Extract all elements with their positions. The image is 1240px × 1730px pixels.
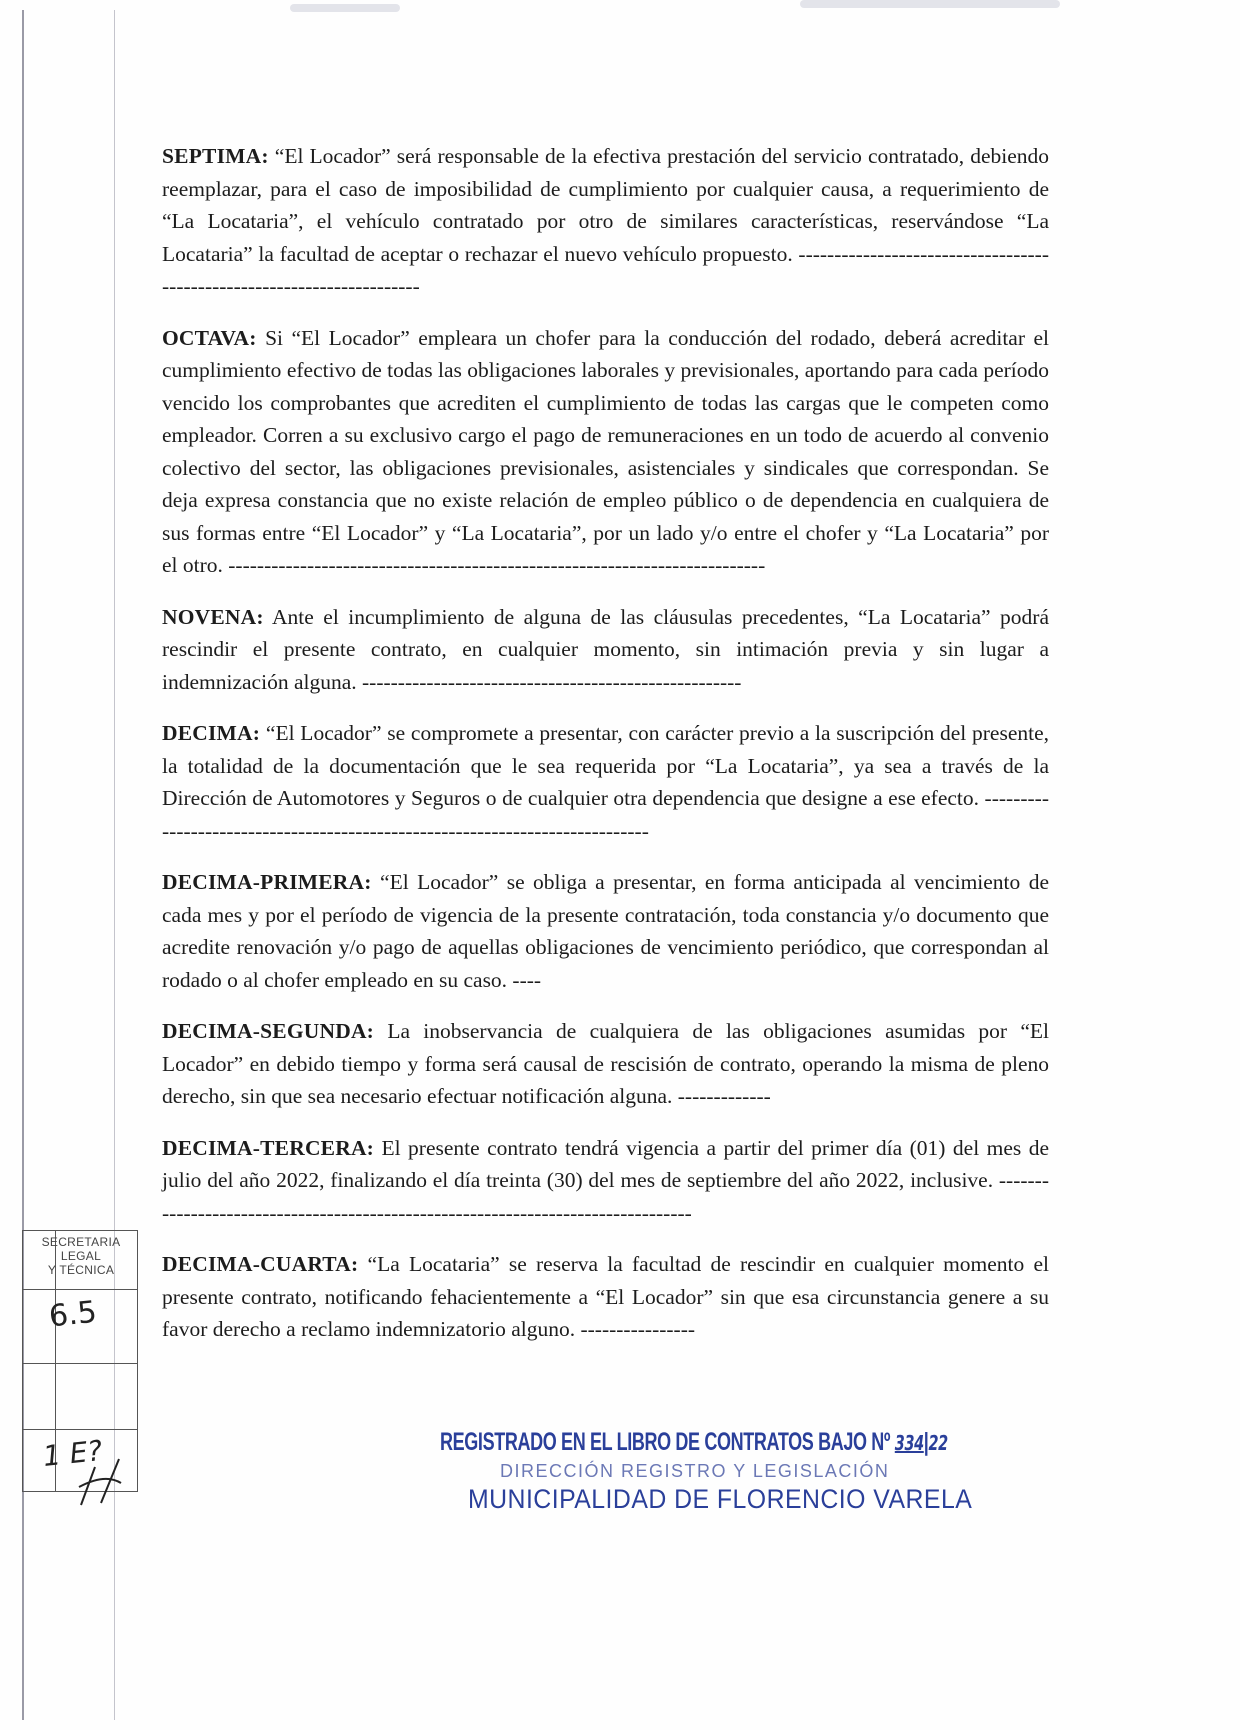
stamp-row-divider xyxy=(23,1429,137,1430)
clause-text: “El Locador” se compromete a presentar, con carácter previo a la suscripción del presente, la totalidad de la documentación que le sea requerida por “La Locataria”, ya sea a través de la Dirección de Automotores y Seguros o de cualquier otra dependencia que designe a ese efecto. ----------------------------------------------------------------------------- xyxy=(162,721,1050,843)
clause-octava xyxy=(162,322,1049,582)
folio-number: 6.5 xyxy=(47,1294,99,1335)
registration-number: 334 xyxy=(894,1431,924,1455)
clause-text: Ante el incumplimiento de alguna de las cláusulas precedentes, “La Locataria” podrá rescindir el presente contrato, en cualquier momento, sin intimación previa y sin lugar a indemnización alguna. ----------------------------------------------------- xyxy=(162,604,1049,694)
stamp-row-divider xyxy=(23,1363,137,1364)
registration-separator: | xyxy=(923,1428,929,1456)
registration-municipality: MUNICIPALIDAD DE FLORENCIO VARELA xyxy=(468,1484,973,1514)
margin-stamp-table xyxy=(22,1230,138,1492)
clause-title: DECIMA-SEGUNDA: xyxy=(162,1019,375,1043)
document-body xyxy=(162,140,1049,1346)
signature-scribble xyxy=(75,1453,135,1513)
clause-title: DECIMA-CUARTA: xyxy=(162,1252,359,1276)
clause-text: Si “El Locador” empleara un chofer para la conducción del rodado, deberá acreditar el cumplimiento efectivo de todas las obligaciones laborales y previsionales, aportando para cada período vencido los comprobantes que acrediten el cumplimiento de todas las cargas que le competen como empleador. Corren a su exclusivo cargo el pago de remuneraciones en un todo de acuerdo al convenio colectivo del sector, las obligaciones previsionales, asistenciales y sindicales que correspondan. Se deja expresa constancia que no existe relación de empleo público o de dependencia en cualquiera de sus formas entre “El Locador” y “La Locataria”, por un lado y/o entre el chofer y “La Locataria” por el otro. --------------------------------------------------------------------------- xyxy=(162,325,1049,577)
scan-artifact xyxy=(800,0,1060,8)
clause-text: La inobservancia de cualquiera de las obligaciones asumidas por “El Locador” en debido tiempo y forma será causal de rescisión de contrato, operando la misma de pleno derecho, sin que sea necesario efectuar notificación alguna. ------------- xyxy=(162,1019,1049,1108)
registration-stamp xyxy=(440,1428,973,1515)
clause-title: DECIMA-TERCERA: xyxy=(162,1135,375,1160)
clause-title: DECIMA: xyxy=(162,721,261,745)
clause-text: El presente contrato tendrá vigencia a partir del primer día (01) del mes de julio del año 2022, finalizando el día treinta (30) del mes de septiembre del año 2022, inclusive. --------------------------------------------------------------------------------- xyxy=(162,1135,1049,1225)
clause-septima xyxy=(162,140,1049,303)
clause-decima-tercera xyxy=(162,1132,1049,1230)
clause-text: “El Locador” se obliga a presentar, en forma anticipada al vencimiento de cada mes y por el período de vigencia de la presente contratación, toda constancia y/o documento que acredite renovación y/o pago de aquellas obligaciones de vencimiento periódico, que correspondan al rodado o al chofer empleado en su caso. ---- xyxy=(162,870,1049,992)
registration-year: 22 xyxy=(928,1431,948,1455)
clause-decima xyxy=(162,717,1049,847)
clause-decima-segunda xyxy=(162,1015,1049,1113)
registration-stamp-line xyxy=(440,1428,948,1457)
secretaria-legal-stamp xyxy=(27,1235,135,1277)
clause-novena xyxy=(162,601,1049,699)
clause-decima-primera xyxy=(162,866,1049,996)
clause-text: “El Locador” será responsable de la efectiva prestación del servicio contratado, debiendo reemplazar, para el caso de imposibilidad de cumplimiento por cualquier causa, a requerimiento de “La Locataria”, el vehículo contratado por otro de similares características, reservándose “La Locataria” la facultad de aceptar o rechazar el nuevo vehículo propuesto. ----------------------------------------------------------------------- xyxy=(162,144,1050,298)
registration-office: DIRECCIÓN REGISTRO Y LEGISLACIÓN xyxy=(500,1461,890,1481)
handwritten-initials: 1 E? xyxy=(41,1433,104,1474)
clause-title: NOVENA: xyxy=(162,604,264,629)
registration-label: REGISTRADO EN EL LIBRO DE CONTRATOS BAJO Nº xyxy=(440,1428,891,1456)
clause-title: DECIMA-PRIMERA: xyxy=(162,870,372,894)
stamp-label-line: LEGAL xyxy=(60,1249,102,1263)
scan-artifact xyxy=(290,4,400,12)
stamp-row-divider xyxy=(23,1289,137,1290)
clause-decima-cuarta xyxy=(162,1248,1049,1346)
stamp-label-line: Y TÉCNICA xyxy=(47,1263,115,1277)
stamp-label-line: SECRETARIA xyxy=(41,1235,121,1249)
clause-text: “La Locataria” se reserva la facultad de rescindir en cualquier momento el presente contrato, notificando fehacientemente a “El Locador” sin que esa circunstancia genere a su favor derecho a reclamo indemnizatorio alguno. ---------------- xyxy=(162,1252,1050,1341)
clause-title: OCTAVA: xyxy=(162,325,257,350)
clause-title: SEPTIMA: xyxy=(162,144,269,168)
